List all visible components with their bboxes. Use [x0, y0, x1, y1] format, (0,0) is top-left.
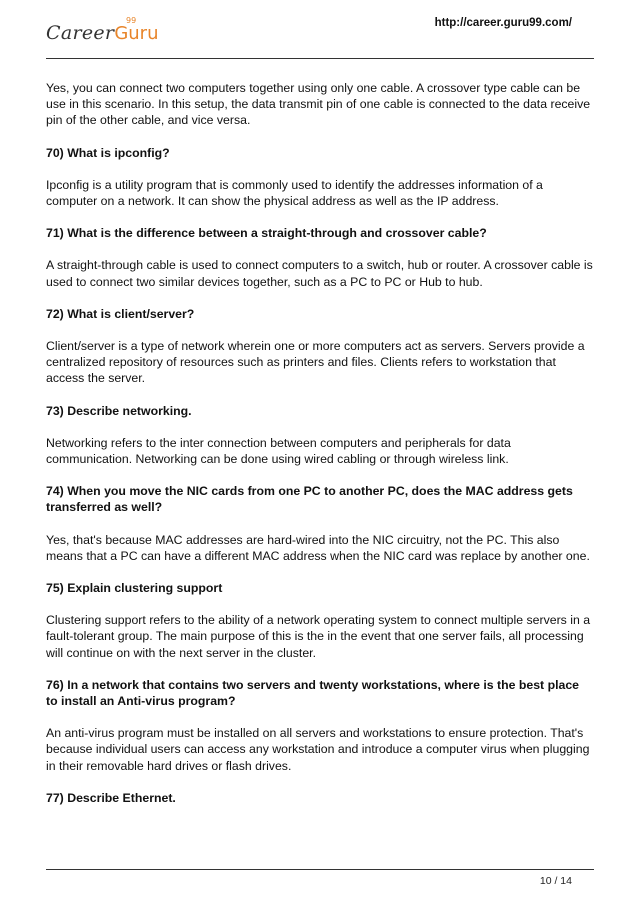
- answer-paragraph: Clustering support refers to the ability of a network operating system to connect multiple servers in a fault-tolerant group. The main purpose of this is the in the event that one server fails, all processing will continue on with the next server in the cluster.: [46, 613, 591, 660]
- logo-career-text: Career: [46, 22, 115, 44]
- logo-99-text: 99: [126, 16, 137, 25]
- answer-paragraph: An anti-virus program must be installed on all servers and workstations to ensure protection. That's because individual users can access any workstation and introduce a computer virus when plugging in their removable hard drives or flash drives.: [46, 726, 590, 773]
- answer-paragraph: A straight-through cable is used to connect computers to a switch, hub or router. A crossover cable is used to connect two similar devices together, such as a PC to PC or Hub to hub.: [46, 258, 593, 289]
- answer-paragraph: Client/server is a type of network wherein one or more computers act as servers. Servers provide a centralized repository of resources such as printers and files. Clients refers to workstation that access the server.: [46, 339, 585, 386]
- question-heading: 76) In a network that contains two servers and twenty workstations, where is the best place to install an Anti-virus program?: [46, 677, 580, 709]
- question-heading: 71) What is the difference between a straight-through and crossover cable?: [46, 226, 487, 241]
- page-header: [0, 0, 638, 62]
- question-heading: 75) Explain clustering support: [46, 581, 223, 596]
- question-heading: 73) Describe networking.: [46, 403, 192, 418]
- document-body: [46, 80, 594, 822]
- question-heading: 72) What is client/server?: [46, 306, 195, 321]
- question-heading: 77) Describe Ethernet.: [46, 790, 176, 805]
- footer-divider: [46, 869, 594, 870]
- answer-paragraph: Yes, that's because MAC addresses are hard-wired into the NIC circuitry, not the PC. This also means that a PC can have a different MAC address when the NIC card was replace by another one.: [46, 532, 590, 563]
- answer-paragraph: Ipconfig is a utility program that is commonly used to identify the addresses information of a computer on a network. It can show the physical address as well as the IP address.: [46, 177, 543, 209]
- answer-paragraph: Networking refers to the inter connection between computers and peripherals for data communication. Networking can be done using wired cabling or through wireless link.: [46, 435, 511, 467]
- careerguru-logo: [46, 16, 159, 44]
- header-url[interactable]: http://career.guru99.com/: [434, 17, 572, 29]
- header-divider: [46, 58, 594, 59]
- answer-paragraph: Yes, you can connect two computers together using only one cable. A crossover type cable can be use in this scenario. In this setup, the data transmit pin of one cable is connected to the data receive pin of the other cable, and vice versa.: [46, 81, 591, 128]
- question-heading: 70) What is ipconfig?: [46, 145, 170, 160]
- question-heading: 74) When you move the NIC cards from one PC to another PC, does the MAC address gets transferred as well?: [46, 484, 573, 515]
- logo-guru-text: Guru: [114, 23, 159, 44]
- page-number: 10 / 14: [539, 875, 572, 887]
